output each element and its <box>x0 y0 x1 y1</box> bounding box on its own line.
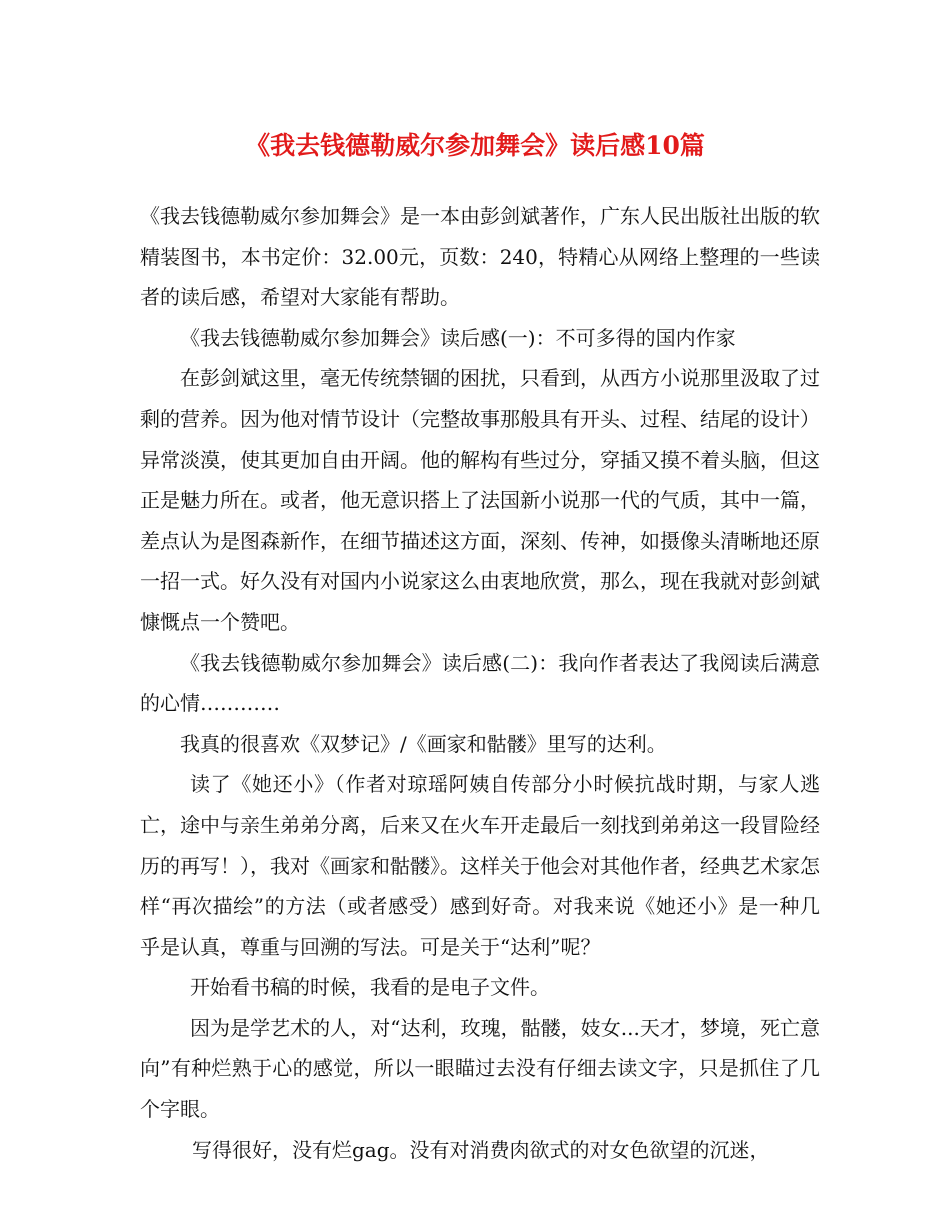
paragraph: 写得很好，没有烂gag。没有对消费肉欲式的对女色欲望的沉迷， <box>192 1137 770 1162</box>
paragraph: 在彭剑斌这里，毫无传统禁锢的困扰，只看到，从西方小说那里汲取了过剩的营养。因为他对情节设计（完整故事那般具有开头、过程、结尾的设计）异常淡漠，使其更加自由开阔。他的解构有些过分，穿插又摸不着头脑，但这正是魅力所在。或者，他无意识搭上了法国新小说那一代的气质，其中一篇，差点认为是图森新作，在细节描述这方面，深刻、传神，如摄像头清晰地还原一招一式。好久没有对国内小说家这么由衷地欣赏，那么，现在我就对彭剑斌慷慨点一个赞吧。 <box>140 366 820 634</box>
document-title: 《我去钱德勒威尔参加舞会》读后感10篇 <box>245 131 705 160</box>
paragraph: 因为是学艺术的人，对“达利，玫瑰，骷髅，妓女...天才，梦境，死亡意向”有种烂熟于心的感觉，所以一眼瞄过去没有仔细去读文字，只是抓住了几个字眼。 <box>140 1015 820 1122</box>
paragraph: 读了《她还小》（作者对琼瑶阿姨自传部分小时候抗战时期，与家人逃亡，途中与亲生弟弟分离，后来又在火车开走最后一刻找到弟弟这一段冒险经历的再写！），我对《画家和骷髅》。这样关于他会对其他作者，经典艺术家怎样“再次描绘”的方法（或者感受）感到好奇。对我来说《她还小》是一种几乎是认真，尊重与回溯的写法。可是关于“达利”呢？ <box>140 772 820 959</box>
paragraph: 《我去钱德勒威尔参加舞会》读后感(一)：不可多得的国内作家 <box>180 325 736 350</box>
paragraph: 开始看书稿的时候，我看的是电子文件。 <box>190 975 550 1000</box>
paragraph: 《我去钱德勒威尔参加舞会》是一本由彭剑斌著作，广东人民出版社出版的软精装图书，本书定价：32.00元，页数：240，特精心从网络上整理的一些读者的读后感，希望对大家能有帮助。 <box>140 204 820 310</box>
document-body <box>140 196 820 1170</box>
paragraph: 我真的很喜欢《双梦记》/《画家和骷髅》里写的达利。 <box>180 731 667 756</box>
paragraph: 《我去钱德勒威尔参加舞会》读后感(二)：我向作者表达了我阅读后满意的心情………… <box>140 650 820 716</box>
